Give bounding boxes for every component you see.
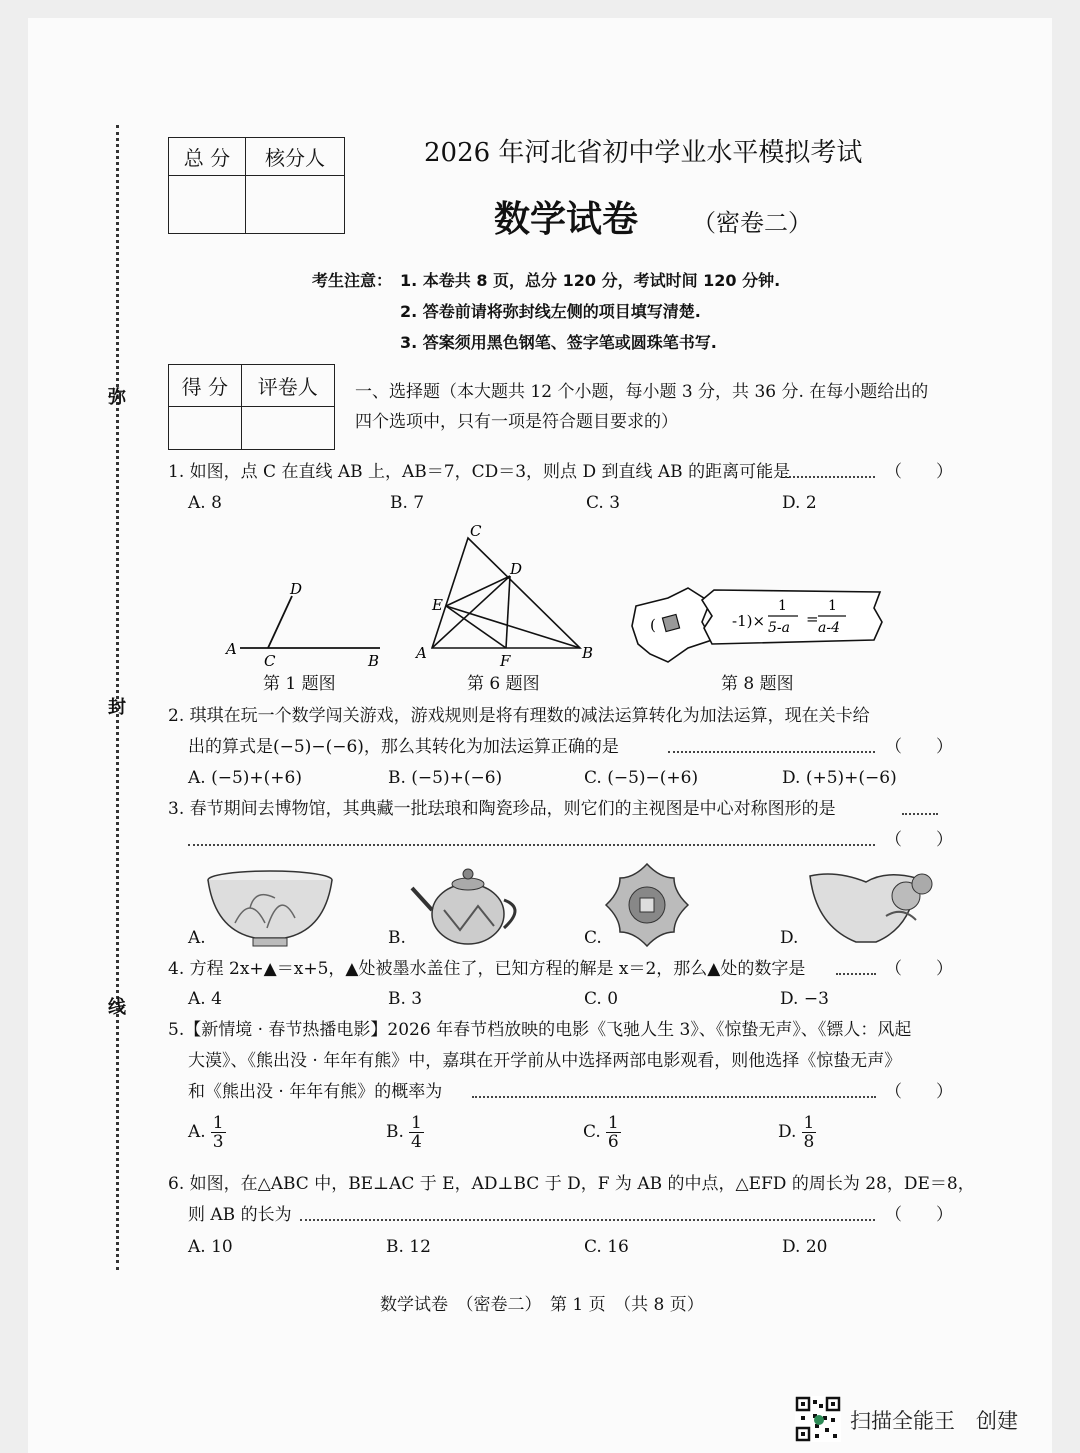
q5-answer-paren[interactable]: （ ）	[885, 1082, 953, 1102]
q2-stem-line2: 出的算式是(−5)−(−6)，那么其转化为加法运算正确的是	[188, 737, 619, 757]
q1-answer-paren[interactable]: （ ）	[885, 462, 953, 482]
total-score-header: 总 分	[169, 138, 246, 176]
bowl-image	[205, 868, 335, 950]
q1-option-c[interactable]: C. 3	[586, 493, 621, 513]
subject-title: 数学试卷	[494, 199, 639, 240]
binding-char-feng: 封	[108, 697, 126, 718]
q1-option-a[interactable]: A. 8	[188, 493, 222, 513]
q6-answer-paren[interactable]: （ ）	[885, 1205, 953, 1225]
q4-option-a[interactable]: A. 4	[188, 989, 222, 1009]
q2-option-c[interactable]: C. (−5)−(+6)	[584, 768, 699, 788]
q6-option-a[interactable]: A. 10	[188, 1237, 233, 1257]
fig8-frac1-num: 1	[778, 598, 787, 614]
notice-item-3: 3. 答案须用黑色钢笔、签字笔或圆珠笔书写.	[400, 333, 717, 352]
fig8-frac1-den: 5-a	[768, 620, 790, 636]
q5-option-b-fraction: $\frac{1}{4}$	[411, 1113, 422, 1152]
q3-option-b[interactable]: B.	[388, 928, 406, 948]
notice-item-1: 1. 本卷共 8 页，总分 120 分，考试时间 120 分钟.	[400, 271, 781, 290]
q1-stem: 1. 如图，点 C 在直线 AB 上，AB＝7，CD＝3，则点 D 到直线 AB 的距离可能是	[168, 462, 791, 482]
q3-option-c[interactable]: C.	[584, 928, 602, 948]
q1-dots	[785, 476, 875, 478]
q5-option-a-label: A.	[188, 1122, 206, 1142]
q3-answer-paren[interactable]: （ ）	[885, 830, 953, 850]
q6-option-d[interactable]: D. 20	[782, 1237, 828, 1257]
binding-char-xian: 线	[108, 997, 126, 1018]
q2-stem-line1: 2. 琪琪在玩一个数学闯关游戏，游戏规则是将有理数的减法运算转化为加法运算，现在关卡给	[168, 706, 870, 726]
exam-title: 2026 年河北省初中学业水平模拟考试	[424, 138, 863, 168]
fig6-label-d: D	[510, 560, 523, 578]
section1-heading-line2: 四个选项中，只有一项是符合题目要求的）	[355, 412, 678, 432]
fig6-label-c: C	[470, 522, 482, 540]
q3-stem: 3. 春节期间去博物馆，其典藏一批珐琅和陶瓷珍品，则它们的主视图是中心对称图形的是	[168, 799, 836, 819]
page-footer: 数学试卷 （密卷二） 第 1 页 （共 8 页）	[380, 1295, 704, 1315]
fig1-label-a: A	[226, 640, 237, 658]
fig1-label-b: B	[368, 652, 380, 670]
q5-option-d-fraction: $\frac{1}{8}$	[803, 1113, 815, 1152]
total-score-box	[168, 137, 345, 234]
q5-option-c-fraction: $\frac{1}{6}$	[607, 1113, 619, 1152]
q3-dots-2	[188, 844, 875, 846]
q4-option-b[interactable]: B. 3	[388, 989, 423, 1009]
binding-char-mi: 弥	[108, 387, 126, 408]
fig1-label-d: D	[290, 580, 303, 598]
q2-dots	[668, 751, 875, 753]
fig1-label-c: C	[264, 652, 276, 670]
fig8-caption: 第 8 题图	[721, 674, 794, 694]
score-cell[interactable]	[169, 407, 242, 450]
fig8-fragment: -1)×	[732, 612, 766, 630]
fig8-frac2-den: a-4	[818, 620, 840, 636]
q4-option-c[interactable]: C. 0	[584, 989, 619, 1009]
q5-option-d-label: D.	[778, 1122, 797, 1142]
q5-stem-line1: 5.【新情境 · 春节热播电影】2026 年春节档放映的电影《飞驰人生 3》、《惊蛰无声》、《镖人：风起	[168, 1020, 912, 1040]
q4-option-d[interactable]: D. −3	[780, 989, 829, 1009]
scanner-watermark: 扫描全能王 创建	[850, 1409, 1018, 1433]
q4-stem: 4. 方程 2x+▲＝x+5，▲处被墨水盖住了，已知方程的解是 x＝2，那么▲处的数字是	[168, 959, 806, 979]
q5-option-b-label: B.	[386, 1122, 404, 1142]
q2-option-b[interactable]: B. (−5)+(−6)	[388, 768, 503, 788]
q5-option-b[interactable]	[386, 1114, 424, 1151]
q5-option-c[interactable]	[583, 1114, 621, 1151]
fig8-equals: =	[806, 610, 819, 628]
q4-dots	[836, 973, 876, 975]
q4-answer-paren[interactable]: （ ）	[885, 959, 953, 979]
fig6-label-e: E	[432, 596, 443, 614]
q3-option-a[interactable]: A.	[188, 928, 206, 948]
score-header: 得 分	[169, 365, 242, 407]
q2-option-d[interactable]: D. (+5)+(−6)	[782, 768, 897, 788]
q1-option-d[interactable]: D. 2	[782, 493, 817, 513]
grader-box	[168, 364, 335, 450]
notice-lead: 考生注意：	[312, 271, 393, 290]
q6-option-b[interactable]: B. 12	[386, 1237, 431, 1257]
fig6-label-a: A	[416, 644, 427, 662]
q5-stem-line2: 大漠》、《熊出没 · 年年有熊》中，嘉琪在开学前从中选择两部电影观看，则他选择《惊蛰无声》	[188, 1051, 902, 1071]
qr-code-icon	[795, 1396, 841, 1442]
fig8-frac2-num: 1	[828, 598, 837, 614]
q2-option-a[interactable]: A. (−5)+(+6)	[188, 768, 302, 788]
paper-label: （密卷二）	[692, 209, 812, 237]
q3-option-d[interactable]: D.	[780, 928, 799, 948]
q6-dots	[300, 1219, 875, 1221]
checker-cell[interactable]	[245, 176, 344, 234]
q1-option-b[interactable]: B. 7	[390, 493, 425, 513]
fig6-caption: 第 6 题图	[467, 674, 540, 694]
fig6-label-f: F	[500, 652, 511, 670]
q5-option-c-label: C.	[583, 1122, 601, 1142]
fig8-paren-glyph: (	[650, 616, 656, 634]
q6-stem-line1: 6. 如图，在△ABC 中，BE⊥AC 于 E，AD⊥BC 于 D，F 为 AB 的中点，△EFD 的周长为 28，DE＝8，	[168, 1174, 975, 1194]
grader-cell[interactable]	[241, 407, 334, 450]
ink-blot-icon	[662, 614, 679, 631]
checker-header: 核分人	[245, 138, 344, 176]
notice-item-2: 2. 答卷前请将弥封线左侧的项目填写清楚.	[400, 302, 701, 321]
teapot-image	[408, 860, 528, 948]
fig1-caption: 第 1 题图	[263, 674, 336, 694]
q5-option-a[interactable]	[188, 1114, 226, 1151]
q5-dots	[472, 1096, 876, 1098]
q5-option-d[interactable]	[778, 1114, 816, 1151]
q5-option-a-fraction: $\frac{1}{3}$	[212, 1113, 224, 1152]
figure-1	[220, 578, 390, 673]
figure-6	[410, 518, 600, 673]
total-score-cell[interactable]	[169, 176, 246, 234]
section1-heading-line1: 一、选择题（本大题共 12 个小题，每小题 3 分，共 36 分. 在每小题给出的	[355, 382, 929, 402]
grader-header: 评卷人	[241, 365, 334, 407]
fig6-label-b: B	[582, 644, 594, 662]
enamel-plaque-image	[604, 862, 690, 948]
q2-answer-paren[interactable]: （ ）	[885, 737, 953, 757]
flower-dish-image	[806, 866, 936, 948]
q6-option-c[interactable]: C. 16	[584, 1237, 629, 1257]
figure-8	[628, 584, 890, 668]
q3-dots-1	[902, 813, 938, 815]
q5-stem-line3: 和《熊出没 · 年年有熊》的概率为	[188, 1082, 443, 1102]
q6-stem-line2: 则 AB 的长为	[188, 1205, 292, 1225]
